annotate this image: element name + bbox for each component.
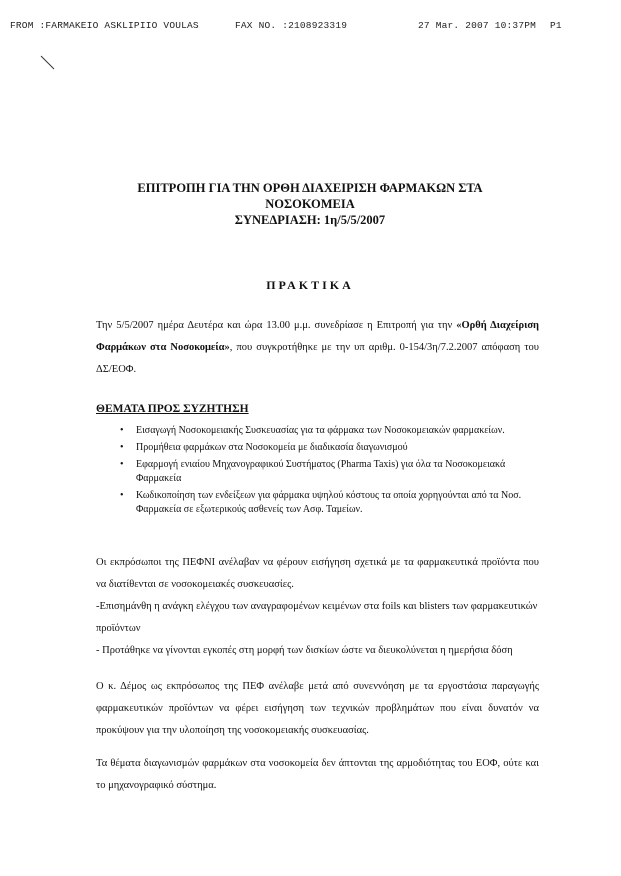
list-item: • Προμήθεια φαρμάκων στα Νοσοκομεία με διαδικασία διαγωνισμού [120, 442, 408, 453]
list-item: • Εφαρμογή ενιαίου Μηχανογραφικού Συστήματος (Pharma Taxis) για όλα τα Νοσοκομειακά Φαρμακεία [120, 459, 506, 484]
title-line-1: ΕΠΙΤΡΟΠΗ ΓΙΑ ΤΗΝ ΟΡΘΗ ΔΙΑΧΕΙΡΙΣΗ ΦΑΡΜΑΚΩΝ ΣΤΑ [137, 181, 483, 195]
pef-paragraph: Ο κ. Δέμος ως εκπρόσωπος της ΠΕΦ ανέλαβε μετά από συνεννόηση με τα εργοστάσια παραγωγής φαρμακευτικών προϊόντων να φέρει εισήγηση των τεχνικών προβλημάτων που είναι δυνατόν να προκύψουν για την υλοποίηση της νοσοκομειακής συσκευασίας. [96, 681, 539, 736]
list-item: • Εισαγωγή Νοσοκομειακής Συσκευασίας για τα φάρμακα των Νοσοκομειακών φαρμακείων. [120, 425, 505, 436]
minutes-heading: ΠΡΑΚΤΙΚΑ [266, 278, 354, 292]
dash-item-tablets: - Προτάθηκε να γίνονται εγκοπές στη μορφή των δισκίων ώστε να διευκολύνεται η ημερήσια δόση [96, 645, 513, 656]
intro-text-1: Την 5/5/2007 ημέρα Δευτέρα και ώρα 13.00 μ.μ. συνεδρίασε η Επιτροπή για την [96, 320, 453, 331]
intro-paragraph [96, 315, 539, 381]
stray-pen-mark [40, 55, 56, 71]
meeting-date-line: ΣΥΝΕΔΡΙΑΣΗ: 1η/5/5/2007 [234, 213, 386, 227]
fax-from: FROM :FARMAKEIO ASKLIPIIO VOULAS [10, 20, 199, 31]
section-heading: ΘΕΜΑΤΑ ΠΡΟΣ ΣΥΖΗΤΗΣΗ [96, 403, 249, 415]
committee-name: «Ορθή Διαχείριση Φαρμάκων στα Νοσοκομεία» [96, 320, 539, 353]
document-title [90, 180, 530, 228]
title-line-2: ΝΟΣΟΚΟΜΕΙΑ [265, 197, 355, 211]
list-item: • Κωδικοποίηση των ενδείξεων για φάρμακα υψηλού κόστους τα οποία χορηγούνται από τα Νοσ. Φαρμακεία σε εξωτερικούς ασθενείς των Ασφ. Ταμείων. [120, 490, 522, 515]
intro-text-3: υπ αριθμ. 0-154/3η/7.2.2007 απόφαση του ΔΣ/ΕΟΦ. [96, 342, 539, 375]
pefni-paragraph: Οι εκπρόσωποι της ΠΕΦΝΙ ανέλαβαν να φέρουν εισήγηση σχετικά με τα φαρμακευτικά προϊόντα που να διατίθενται σε νοσοκομειακές συσκευασίες. [96, 557, 539, 590]
intro-text-2: , που συγκροτήθηκε με την [229, 342, 351, 353]
topics-list [116, 424, 546, 520]
fax-header [10, 20, 610, 34]
dash-item-foils: -Επισημάνθη η ανάγκη ελέγχου των αναγραφομένων κειμένων στα foils και blisters των φαρμακευτικών προϊόντων [96, 601, 538, 634]
fax-datetime: 27 Mar. 2007 10:37PM [418, 20, 537, 31]
fax-number: FAX NO. :2108923319 [235, 20, 348, 31]
fax-page: P1 [550, 20, 562, 31]
tenders-paragraph: Τα θέματα διαγωνισμών φαρμάκων στα νοσοκομεία δεν άπτονται της αρμοδιότητας του ΕΟΦ, ούτε και το μηχανογραφικό σύστημα. [96, 758, 539, 791]
